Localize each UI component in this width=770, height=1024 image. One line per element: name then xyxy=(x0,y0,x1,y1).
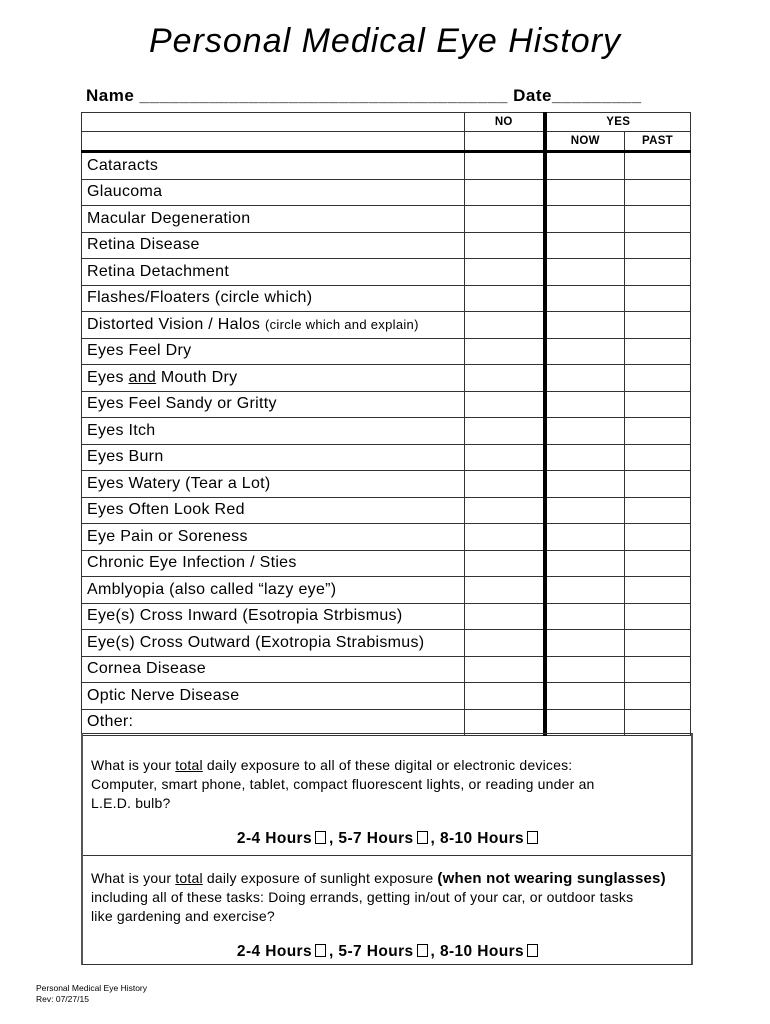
q1-underlined: total xyxy=(175,757,203,773)
answer-cell-no[interactable] xyxy=(465,338,545,365)
subheader-row xyxy=(82,132,691,152)
condition-label xyxy=(82,497,465,524)
subheader-blank-no xyxy=(465,132,545,152)
answer-cell-past[interactable] xyxy=(625,497,691,524)
condition-label xyxy=(82,656,465,683)
condition-row xyxy=(82,418,691,445)
condition-label xyxy=(82,630,465,657)
condition-label xyxy=(82,285,465,312)
answer-cell-now[interactable] xyxy=(545,206,625,233)
condition-text: Optic Nerve Disease xyxy=(87,686,240,704)
header-no: NO xyxy=(465,113,545,132)
footer xyxy=(36,983,147,1005)
condition-row xyxy=(82,365,691,392)
condition-text: Eye Pain or Soreness xyxy=(87,527,248,545)
condition-row xyxy=(82,444,691,471)
condition-row xyxy=(82,630,691,657)
q2-text-a: What is your xyxy=(91,870,176,886)
answer-cell-now[interactable] xyxy=(545,524,625,551)
date-field[interactable]: _________ xyxy=(551,86,642,105)
answer-cell-past[interactable] xyxy=(625,232,691,259)
condition-row xyxy=(82,391,691,418)
condition-text: Eyes Watery (Tear a Lot) xyxy=(87,474,271,492)
condition-row xyxy=(82,312,691,339)
answer-cell-past[interactable] xyxy=(625,152,691,180)
condition-row xyxy=(82,603,691,630)
checkbox-devices-5-7[interactable] xyxy=(417,831,428,844)
condition-text: Other: xyxy=(87,713,134,731)
answer-cell-now[interactable] xyxy=(545,152,625,180)
condition-label xyxy=(82,683,465,710)
condition-text: Glaucoma xyxy=(87,183,163,201)
answer-cell-no[interactable] xyxy=(465,656,545,683)
checkbox-devices-2-4[interactable] xyxy=(315,831,326,844)
answer-cell-past[interactable] xyxy=(625,418,691,445)
condition-label xyxy=(82,524,465,551)
checkbox-sunlight-2-4[interactable] xyxy=(315,944,326,957)
q2-line2: including all of these tasks: Doing errands, getting in/out of your car, or outdoor tasks xyxy=(91,889,634,905)
checkbox-devices-8-10[interactable] xyxy=(527,831,538,844)
answer-cell-now[interactable] xyxy=(545,179,625,206)
date-label: Date xyxy=(513,86,552,105)
answer-cell-now[interactable] xyxy=(545,285,625,312)
exposure-questions xyxy=(81,733,693,965)
condition-text: Distorted Vision / Halos xyxy=(87,315,261,333)
footer-revision: Rev: 07/27/15 xyxy=(36,994,89,1004)
condition-text: and xyxy=(128,368,157,386)
condition-label xyxy=(82,471,465,498)
answer-cell-past[interactable] xyxy=(625,259,691,286)
answer-cell-no[interactable] xyxy=(465,630,545,657)
condition-label xyxy=(82,259,465,286)
header-yes: YES xyxy=(545,113,691,132)
answer-cell-no[interactable] xyxy=(465,524,545,551)
conditions-table xyxy=(81,112,691,736)
q1-text-b: daily exposure to all of these digital or electronic devices: xyxy=(202,757,573,773)
answer-cell-no[interactable] xyxy=(465,179,545,206)
condition-row xyxy=(82,577,691,604)
name-label: Name xyxy=(86,86,135,105)
question-devices xyxy=(91,756,691,813)
condition-text: Eyes Feel Dry xyxy=(87,342,192,360)
condition-text: Eyes Often Look Red xyxy=(87,501,245,519)
checkbox-sunlight-8-10[interactable] xyxy=(527,944,538,957)
answer-cell-now[interactable] xyxy=(545,603,625,630)
condition-text: Cornea Disease xyxy=(87,660,206,678)
option-2-4-label: 2-4 Hours xyxy=(236,830,313,847)
answer-cell-now[interactable] xyxy=(545,709,625,736)
option-5-7-label: , 5-7 Hours xyxy=(329,830,414,847)
answer-cell-past[interactable] xyxy=(625,524,691,551)
condition-text: Chronic Eye Infection / Sties xyxy=(87,554,297,572)
condition-row xyxy=(82,232,691,259)
subheader-blank xyxy=(82,132,465,152)
condition-label xyxy=(82,391,465,418)
condition-text: Eyes Feel Sandy or Gritty xyxy=(87,395,277,413)
condition-text: Retina Detachment xyxy=(87,262,230,280)
condition-label xyxy=(82,709,465,736)
q2-text-b: daily exposure of sunlight exposure xyxy=(202,870,438,886)
condition-label xyxy=(82,444,465,471)
q2-bold: (when not wearing sunglasses) xyxy=(437,870,666,887)
condition-label xyxy=(82,152,465,180)
answer-cell-now[interactable] xyxy=(545,391,625,418)
q1-text-a: What is your xyxy=(91,757,176,773)
page-title: Personal Medical Eye History xyxy=(148,22,622,60)
header-past: PAST xyxy=(625,132,691,152)
answer-cell-past[interactable] xyxy=(625,656,691,683)
footer-title: Personal Medical Eye History xyxy=(36,983,148,993)
answer-cell-no[interactable] xyxy=(465,391,545,418)
condition-label xyxy=(82,312,465,339)
condition-row xyxy=(82,206,691,233)
condition-row xyxy=(82,259,691,286)
answer-cell-now[interactable] xyxy=(545,497,625,524)
answer-cell-no[interactable] xyxy=(465,603,545,630)
answer-cell-past[interactable] xyxy=(625,550,691,577)
condition-text: Mouth Dry xyxy=(156,368,238,386)
answer-cell-now[interactable] xyxy=(545,259,625,286)
condition-label xyxy=(82,418,465,445)
condition-text: Amblyopia (also called “lazy eye”) xyxy=(87,580,337,598)
answer-cell-past[interactable] xyxy=(625,338,691,365)
answer-cell-no[interactable] xyxy=(465,206,545,233)
condition-row xyxy=(82,179,691,206)
answer-cell-no[interactable] xyxy=(465,152,545,180)
answer-cell-past[interactable] xyxy=(625,709,691,736)
answer-cell-past[interactable] xyxy=(625,391,691,418)
answer-cell-now[interactable] xyxy=(545,338,625,365)
condition-label xyxy=(82,338,465,365)
condition-row xyxy=(82,338,691,365)
answer-cell-no[interactable] xyxy=(465,683,545,710)
answer-cell-now[interactable] xyxy=(545,312,625,339)
answer-cell-past[interactable] xyxy=(625,285,691,312)
condition-text: Eye(s) Cross Outward (Exotropia Strabismus) xyxy=(87,633,425,651)
condition-row xyxy=(82,152,691,180)
q1-line3: L.E.D. bulb? xyxy=(91,795,171,811)
condition-label xyxy=(82,365,465,392)
condition-row xyxy=(82,524,691,551)
condition-label xyxy=(82,603,465,630)
answer-cell-now[interactable] xyxy=(545,630,625,657)
question-sunlight xyxy=(91,869,691,926)
option-8-10-label: , 8-10 Hours xyxy=(430,830,525,847)
devices-hours-options xyxy=(83,830,695,848)
answer-cell-past[interactable] xyxy=(625,471,691,498)
answer-cell-past[interactable] xyxy=(625,365,691,392)
answer-cell-no[interactable] xyxy=(465,365,545,392)
answer-cell-past[interactable] xyxy=(625,179,691,206)
answer-cell-now[interactable] xyxy=(545,232,625,259)
answer-cell-no[interactable] xyxy=(465,285,545,312)
answer-cell-past[interactable] xyxy=(625,603,691,630)
condition-text: Eyes Itch xyxy=(87,421,156,439)
condition-row xyxy=(82,285,691,312)
sunlight-hours-options xyxy=(83,943,695,961)
answer-cell-no[interactable] xyxy=(465,418,545,445)
condition-label xyxy=(82,577,465,604)
condition-text: Eyes xyxy=(87,368,129,386)
condition-row xyxy=(82,497,691,524)
answer-cell-no[interactable] xyxy=(465,550,545,577)
condition-text: Cataracts xyxy=(87,156,159,174)
answer-cell-past[interactable] xyxy=(625,630,691,657)
answer-cell-now[interactable] xyxy=(545,577,625,604)
condition-row xyxy=(82,471,691,498)
condition-row xyxy=(82,550,691,577)
divider xyxy=(83,855,691,856)
answer-cell-no[interactable] xyxy=(465,577,545,604)
answer-cell-now[interactable] xyxy=(545,418,625,445)
answer-cell-no[interactable] xyxy=(465,709,545,736)
header-now: NOW xyxy=(545,132,625,152)
condition-text: Eyes Burn xyxy=(87,448,164,466)
name-field[interactable]: _____________________________________ xyxy=(139,86,508,105)
option-2-4-label: 2-4 Hours xyxy=(236,943,313,960)
answer-cell-no[interactable] xyxy=(465,232,545,259)
condition-label xyxy=(82,206,465,233)
answer-cell-now[interactable] xyxy=(545,365,625,392)
answer-cell-now[interactable] xyxy=(545,656,625,683)
condition-text: Eye(s) Cross Inward (Esotropia Strbismus) xyxy=(87,607,403,625)
answer-cell-past[interactable] xyxy=(625,312,691,339)
checkbox-sunlight-5-7[interactable] xyxy=(417,944,428,957)
q1-line2: Computer, smart phone, tablet, compact fluorescent lights, or reading under an xyxy=(91,776,595,792)
answer-cell-past[interactable] xyxy=(625,683,691,710)
answer-cell-no[interactable] xyxy=(465,471,545,498)
condition-row xyxy=(82,709,691,736)
condition-text: Flashes/Floaters (circle which) xyxy=(87,289,313,307)
header-blank xyxy=(82,113,465,132)
answer-cell-no[interactable] xyxy=(465,444,545,471)
answer-cell-now[interactable] xyxy=(545,550,625,577)
answer-cell-no[interactable] xyxy=(465,312,545,339)
condition-label xyxy=(82,232,465,259)
answer-cell-past[interactable] xyxy=(625,444,691,471)
condition-label xyxy=(82,550,465,577)
q2-line3: like gardening and exercise? xyxy=(91,908,275,924)
option-8-10-label: , 8-10 Hours xyxy=(430,943,525,960)
condition-label xyxy=(82,179,465,206)
answer-cell-past[interactable] xyxy=(625,577,691,604)
name-date-line xyxy=(86,86,642,106)
condition-row xyxy=(82,656,691,683)
condition-text: Macular Degeneration xyxy=(87,209,251,227)
condition-note: (circle which and explain) xyxy=(264,316,419,332)
condition-text: Retina Disease xyxy=(87,236,200,254)
answer-cell-now[interactable] xyxy=(545,471,625,498)
answer-cell-past[interactable] xyxy=(625,206,691,233)
answer-cell-now[interactable] xyxy=(545,683,625,710)
answer-cell-no[interactable] xyxy=(465,497,545,524)
answer-cell-no[interactable] xyxy=(465,259,545,286)
q2-underlined: total xyxy=(175,870,203,886)
header-row xyxy=(82,113,691,132)
answer-cell-now[interactable] xyxy=(545,444,625,471)
option-5-7-label: , 5-7 Hours xyxy=(329,943,414,960)
condition-row xyxy=(82,683,691,710)
